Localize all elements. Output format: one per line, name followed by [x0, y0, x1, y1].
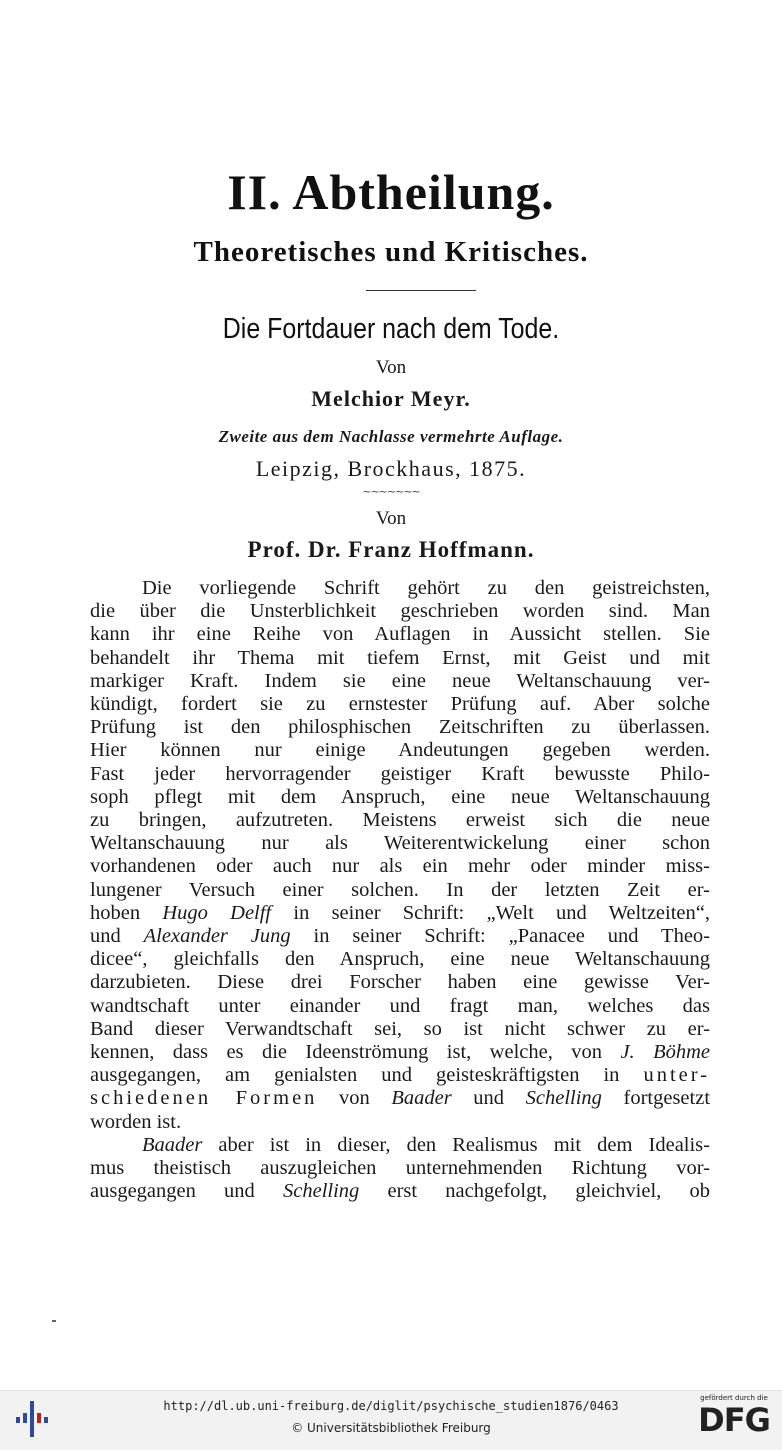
body-line: [90, 902, 710, 925]
body-line: [90, 925, 710, 948]
body-line: Prüfung ist den philosphischen Zeitschriften zu überlassen.: [90, 716, 710, 739]
text-run: ausgegangen, am genialsten und geisteskräftigsten in: [90, 1064, 644, 1087]
footer-bar: [0, 1390, 782, 1450]
text-run: ausgegangen und: [90, 1180, 283, 1203]
body-line: [90, 1087, 710, 1110]
book-author: Melchior Meyr.: [311, 386, 471, 411]
body-line: soph pflegt mit dem Anspruch, eine neue Weltanschauung: [90, 785, 710, 808]
by-label: Von: [375, 357, 407, 378]
person-name: J. Böhme: [620, 1041, 710, 1064]
copyright-notice: © Universitätsbibliothek Freiburg: [291, 1421, 491, 1435]
body-line: darzubieten. Diese drei Forscher haben eine gewisse Ver-: [90, 971, 710, 994]
spaced-text: unter-: [643, 1064, 710, 1087]
person-name: Baader: [142, 1133, 203, 1156]
text-run: fortgesetzt: [601, 1087, 711, 1110]
section-heading: II. Abtheilung.: [227, 164, 555, 220]
body-line: kündigt, fordert sie zu ernstester Prüfung auf. Aber solche: [90, 693, 710, 716]
body-line: Weltanschauung nur als Weiterentwickelung einer schon: [90, 832, 710, 855]
body-line: kann ihr eine Reihe von Auflagen in Aussicht stellen. Sie: [90, 623, 710, 646]
edition-note: Zweite aus dem Nachlasse vermehrte Auflage.: [218, 427, 564, 446]
dfg-logo-text: DFG: [698, 1401, 770, 1439]
body-text: [90, 577, 710, 1203]
text-run: in seiner Schrift: „Welt und Weltzeiten“,: [271, 901, 710, 924]
body-line: dicee“, gleichfalls den Anspruch, eine neue Weltanschauung: [90, 948, 710, 971]
body-line: Hier können nur einige Andeutungen gegeben werden.: [90, 739, 710, 762]
body-line: Fast jeder hervorragender geistiger Kraft bewusste Philo-: [90, 762, 710, 785]
ornament-divider: ~~~~~~~: [362, 485, 420, 498]
text-run: erst nachgefolgt, gleichviel, ob: [359, 1180, 710, 1203]
body-line: mus theistisch auszugleichen unternehmenden Richtung vor-: [90, 1157, 710, 1180]
body-line: zu bringen, aufzutreten. Meistens erweist sich die neue: [90, 809, 710, 832]
funding-label: gefördert durch die: [700, 1394, 768, 1402]
by-label-reviewer: Von: [375, 508, 407, 529]
divider-rule: [366, 290, 476, 291]
body-line: [90, 1064, 710, 1087]
body-line: [90, 1041, 710, 1064]
text-run: aber ist in dieser, den Realismus mit dem Idealis-: [202, 1133, 710, 1156]
body-line: [90, 1180, 710, 1203]
publisher-line: Leipzig, Brockhaus, 1875.: [255, 456, 527, 481]
section-subheading: Theoretisches und Kritisches.: [193, 236, 589, 268]
person-name: Hugo Delff: [162, 901, 272, 924]
reviewer-name: Prof. Dr. Franz Hoffmann.: [247, 537, 535, 562]
body-line: worden ist.: [90, 1110, 182, 1133]
person-name: Schelling: [283, 1180, 360, 1203]
spaced-text: schiedenen Formen: [90, 1087, 318, 1110]
text-run: hoben: [90, 901, 163, 924]
article-title: Die Fortdauer nach dem Tode.: [222, 313, 560, 345]
body-line: Band dieser Verwandtschaft sei, so ist nicht schwer zu er-: [90, 1017, 710, 1040]
body-line: markiger Kraft. Indem sie eine neue Weltanschauung ver-: [90, 669, 710, 692]
body-line: Die vorliegende Schrift gehört zu den geistreichsten,: [142, 577, 710, 599]
text-run: und: [451, 1087, 526, 1110]
body-line: vorhandenen oder auch nur als ein mehr oder minder miss-: [90, 855, 710, 878]
body-line: die über die Unsterblichkeit geschrieben worden sind. Man: [90, 600, 710, 623]
person-name: Baader: [391, 1087, 452, 1110]
text-run: von: [317, 1087, 392, 1110]
body-line: behandelt ihr Thema mit tiefem Ernst, mit Geist und mit: [90, 646, 710, 669]
page-permalink[interactable]: http://dl.ub.uni-freiburg.de/diglit/psychische_studien1876/0463: [163, 1399, 619, 1413]
text-run: kennen, dass es die Ideenströmung ist, welche, von: [90, 1041, 621, 1064]
body-line: lungener Versuch einer solchen. In der letzten Zeit er-: [90, 878, 710, 901]
text-run: in seiner Schrift: „Panacee und Theo-: [290, 925, 711, 948]
person-name: Schelling: [525, 1087, 602, 1110]
text-run: und: [90, 925, 144, 948]
dfg-funding-logo: [694, 1394, 774, 1446]
body-line: wandtschaft unter einander und fragt man, welches das: [90, 994, 710, 1017]
person-name: Alexander Jung: [143, 925, 291, 948]
body-line: [90, 1134, 710, 1157]
scan-speck: [52, 1320, 56, 1322]
